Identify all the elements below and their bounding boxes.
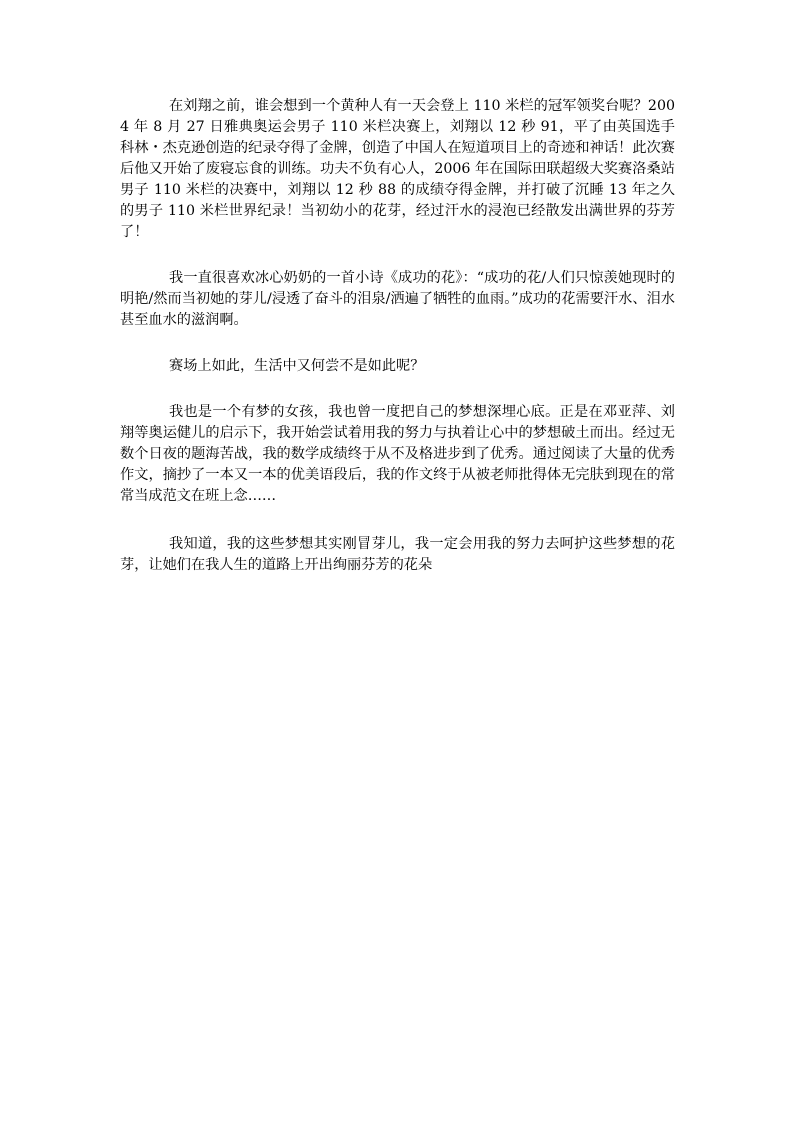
- paragraph-bing-xin-poem: 我一直很喜欢冰心奶奶的一首小诗《成功的花》：“成功的花/人们只惊羡她现时的明艳/然而当初她的芽儿/浸透了奋斗的泪泉/洒遍了牺牲的血雨。”成功的花需要汗水、泪水甚至血水的滋润啊。: [120, 270, 675, 328]
- paragraph-my-dream: 我也是一个有梦的女孩，我也曾一度把自己的梦想深埋心底。正是在邓亚萍、刘翔等奥运健儿的启示下，我开始尝试着用我的努力与执着让心中的梦想破土而出。经过无数个日夜的题海苦战，我的数学成绩终于从不及格进步到了优秀。通过阅读了大量的优秀作文，摘抄了一本又一本的优美语段后，我的作文终于从被老师批得体无完肤到现在的常常当成范文在班上念……: [120, 404, 675, 504]
- document-page: [120, 96, 675, 602]
- paragraph-life-question: 赛场上如此，生活中又何尝不是如此呢？: [169, 358, 425, 374]
- paragraph-conclusion: 我知道，我的这些梦想其实刚冒芽儿，我一定会用我的努力去呵护这些梦想的花芽，让她们在我人生的道路上开出绚丽芬芳的花朵: [120, 536, 675, 573]
- paragraph-liu-xiang: 在刘翔之前，谁会想到一个黄种人有一天会登上 110 米栏的冠军领奖台呢？2004 年 8 月 27 日雅典奥运会男子 110 米栏决赛上，刘翔以 12 秒 91，平了由英国选手科林・杰克逊创造的纪录夺得了金牌，创造了中国人在短道项目上的奇迹和神话！此次赛后他又开始了废寝忘食的训练。功夫不负有心人，2006 年在国际田联超级大奖赛洛桑站男子 110 米栏的决赛中，刘翔以 12 秒 88 的成绩夺得金牌，并打破了沉睡 13 年之久的男子 110 米栏世界纪录！当初幼小的花芽，经过汗水的浸泡已经散发出满世界的芬芳了！: [120, 98, 675, 240]
